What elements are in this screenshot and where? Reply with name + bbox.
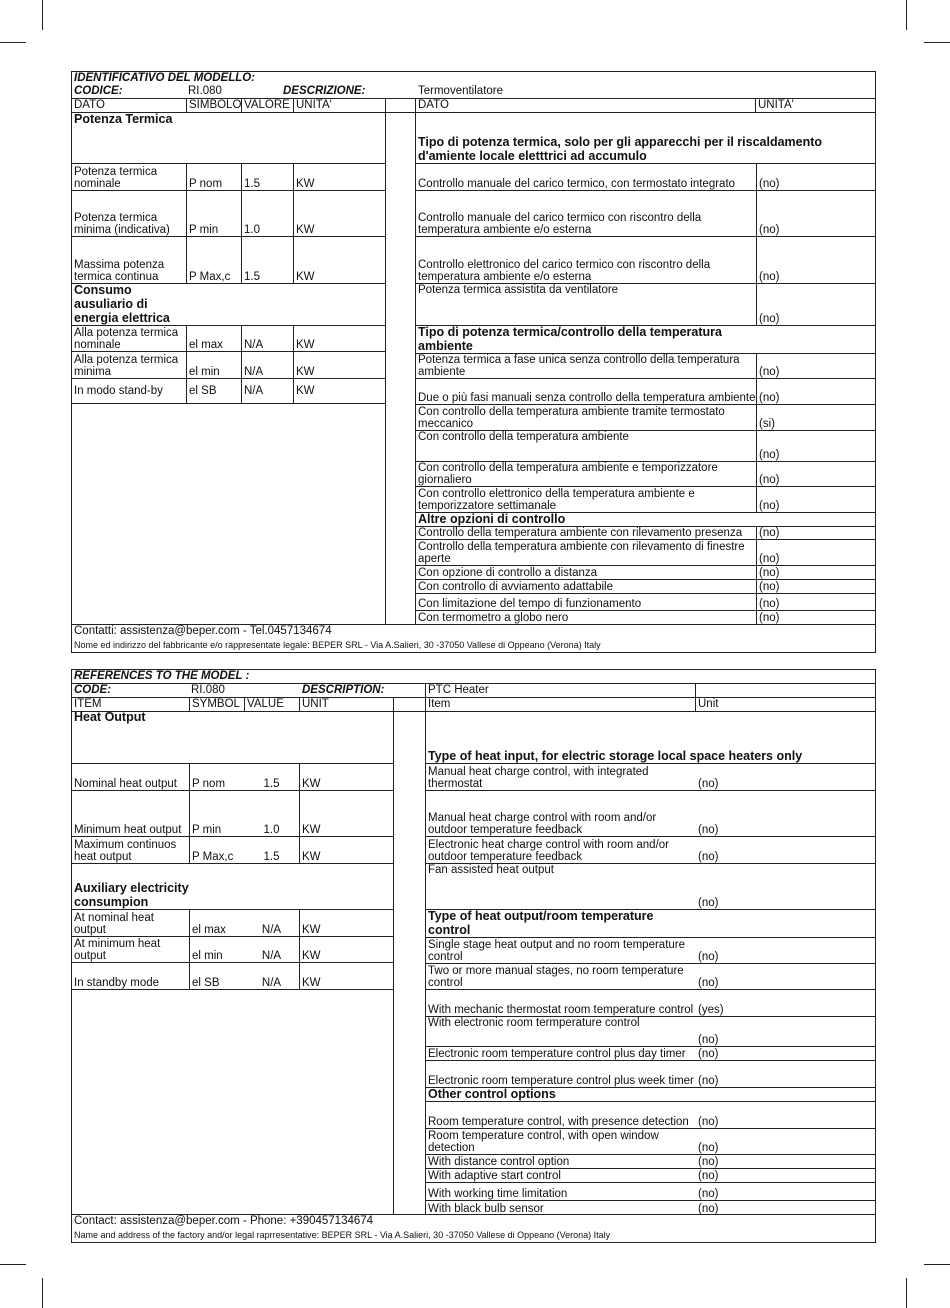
- row-symbol: el min: [189, 366, 220, 378]
- table-row: [416, 540, 875, 566]
- crop-mark: [924, 42, 950, 43]
- row-value: (no): [759, 178, 780, 190]
- row-item: Room temperature control, with presence detection: [428, 1116, 689, 1128]
- row-value: (no): [698, 1170, 719, 1182]
- row-value: (no): [759, 474, 780, 486]
- other-options-title: Other control options: [428, 1087, 556, 1101]
- row-value: N/A: [261, 924, 282, 936]
- right-table: [425, 710, 875, 1215]
- model-title-row: [72, 72, 875, 85]
- table-row: [72, 837, 393, 864]
- row-item: Controllo della temperatura ambiente con rilevamento presenza: [418, 527, 743, 539]
- contact-line: Contact: assistenza@beper.com - Phone: +390457134674: [74, 1215, 374, 1227]
- table-row: [426, 791, 875, 837]
- row-item: Potenza termica nominale: [74, 166, 158, 190]
- crop-mark: [42, 1278, 43, 1308]
- row-item: Alla potenza termica minima: [74, 354, 179, 378]
- row-value: (no): [759, 598, 780, 610]
- crop-mark: [42, 0, 43, 30]
- row-value: (no): [698, 951, 719, 963]
- table-row: [72, 164, 385, 191]
- row-item: Fan assisted heat output: [428, 864, 554, 876]
- row-item: Con limitazione del tempo di funzionamento: [418, 598, 642, 610]
- row-symbol: P Max,c: [192, 851, 234, 863]
- row-item: With distance control option: [428, 1156, 570, 1168]
- row-value: (no): [759, 527, 780, 539]
- heat-output-title: Heat Output: [74, 710, 146, 724]
- row-unit: KW: [296, 366, 315, 378]
- row-item: Con opzione di controllo a distanza: [418, 567, 598, 579]
- row-symbol: el SB: [192, 977, 220, 989]
- col-divider: [385, 99, 386, 112]
- row-value: (no): [698, 1116, 719, 1128]
- model-title-row: [72, 670, 875, 683]
- row-unit: KW: [302, 851, 321, 863]
- row-unit: KW: [296, 271, 315, 283]
- aux-section: [72, 864, 393, 910]
- row-value: (no): [759, 553, 780, 565]
- table-row: [416, 462, 875, 487]
- table-row: [416, 237, 875, 284]
- col-unit: UNIT: [299, 698, 329, 711]
- footer: [72, 1214, 875, 1242]
- row-item: Due o più fasi manuali senza controllo della temperatura ambiente: [418, 392, 756, 404]
- row-item: Manual heat charge control with room and/or outdoor temperature feedback: [428, 812, 657, 836]
- row-item: In standby mode: [74, 977, 160, 989]
- crop-mark: [906, 1278, 907, 1308]
- table-row: [416, 527, 875, 540]
- row-symbol: el max: [192, 924, 226, 936]
- col-unit: UNITA': [293, 99, 332, 112]
- table-row: [426, 1169, 875, 1183]
- table-row: [426, 1061, 875, 1088]
- table-row: [72, 237, 385, 284]
- table-row: [426, 864, 875, 910]
- row-item: At minimum heat output: [74, 938, 161, 962]
- room-temp-title: Tipo di potenza termica/controllo della temperatura ambiente: [418, 325, 722, 353]
- row-value: 1.5: [263, 851, 280, 863]
- heat-input-title: Tipo di potenza termica, solo per gli apparecchi per il riscaldamento d'amiente locale eletttrici ad accumulo: [418, 135, 823, 163]
- row-item: Alla potenza termica nominale: [74, 327, 179, 351]
- row-unit: KW: [302, 924, 321, 936]
- room-temp-section: [416, 326, 875, 354]
- table-row: [426, 1102, 875, 1129]
- table-row: [426, 938, 875, 964]
- row-value: (no): [759, 449, 780, 461]
- table-row: [416, 611, 875, 624]
- row-item: With mechanic thermostat room temperature control: [428, 1004, 694, 1016]
- col-value: VALUE: [244, 698, 284, 711]
- col-symbol: SIMBOLO: [186, 99, 241, 112]
- left-table: [72, 112, 386, 624]
- other-options-title: Altre opzioni di controllo: [418, 512, 566, 526]
- row-item: Controllo manuale del carico termico, con termostato integrato: [418, 178, 736, 190]
- row-item: Electronic room temperature control plus week timer: [428, 1075, 694, 1087]
- row-value: (no): [698, 1034, 719, 1046]
- row-value: N/A: [261, 950, 282, 962]
- row-item: Potenza termica a fase unica senza controllo della temperatura ambiente: [418, 354, 740, 378]
- code-label: CODICE:: [74, 85, 123, 97]
- row-value: (no): [759, 366, 780, 378]
- table-row: [72, 764, 393, 791]
- row-symbol: P nom: [192, 778, 226, 790]
- row-unit: KW: [296, 224, 315, 236]
- row-item: With black bulb sensor: [428, 1203, 544, 1215]
- row-value: N/A: [244, 385, 264, 397]
- table-row: [416, 405, 875, 431]
- table-row: [426, 1155, 875, 1169]
- table-row: [426, 1047, 875, 1061]
- col-divider: [695, 684, 696, 697]
- row-value: (no): [759, 224, 780, 236]
- row-symbol: el SB: [189, 385, 217, 397]
- aux-section: [72, 284, 385, 326]
- row-item: Controllo della temperatura ambiente con rilevamento di finestre aperte: [418, 541, 745, 565]
- table-row: [416, 431, 875, 462]
- model-title: IDENTIFICATIVO DEL MODELLO:: [74, 72, 256, 84]
- table-row: [72, 326, 385, 352]
- footer: [72, 624, 875, 652]
- table-row: [72, 963, 393, 990]
- row-symbol: P nom: [189, 178, 223, 190]
- contact-line: Contatti: assistenza@beper.com - Tel.0457134674: [74, 625, 332, 637]
- row-value: (no): [759, 500, 780, 512]
- row-value: 1.0: [244, 224, 260, 236]
- row-item: Con controllo della temperatura ambiente e temporizzatore giornaliero: [418, 462, 718, 486]
- table-row: [426, 1017, 875, 1047]
- table-row: [416, 566, 875, 580]
- table-row: [426, 1183, 875, 1201]
- row-symbol: P Max,c: [189, 271, 231, 283]
- heat-output-title: Potenza Termica: [74, 112, 173, 126]
- row-value: (no): [698, 824, 719, 836]
- row-item: Controllo elettronico del carico termico con riscontro della temperatura ambiente e/o esterna: [418, 259, 711, 283]
- row-symbol: P min: [189, 224, 219, 236]
- table-row: [416, 191, 875, 237]
- row-unit: KW: [296, 385, 315, 397]
- heat-input-section: [426, 710, 875, 764]
- row-unit: KW: [302, 824, 321, 836]
- aux-title: Consumo ausuliario di energia elettrica: [74, 283, 170, 325]
- right-col-unit: Unit: [695, 698, 718, 711]
- crop-mark: [0, 1264, 26, 1265]
- table-row: [426, 990, 875, 1017]
- row-value: (no): [759, 313, 780, 325]
- table-row: [72, 352, 385, 379]
- row-value: (no): [759, 392, 780, 404]
- heat-input-title: Type of heat input, for electric storage local space heaters only: [428, 749, 803, 763]
- table-row: [72, 910, 393, 937]
- row-value: (no): [698, 1188, 719, 1200]
- address-line: Nome ed indirizzo del fabbricante e/o rappresentate legale: BEPER SRL - Via A.Salieri, 30 -37050 Vallese di Oppeano (Verona) Italy: [74, 640, 601, 650]
- row-item: With adaptive start control: [428, 1170, 561, 1182]
- code-row: [72, 85, 875, 98]
- row-item: Con termometro a globo nero: [418, 612, 569, 624]
- row-value: (no): [759, 612, 780, 624]
- table-row: [416, 594, 875, 611]
- row-value: N/A: [261, 977, 282, 989]
- table-row: [416, 164, 875, 191]
- row-value: (no): [698, 1048, 719, 1060]
- address-line: Name and address of the factory and/or legal raprresentative: BEPER SRL - Via A.Salieri, 30 -37050 Vallese di Oppeano (Verona) Italy: [74, 1230, 611, 1240]
- row-item: Nominal heat output: [74, 778, 177, 790]
- table-row: [416, 580, 875, 594]
- left-table-continuation: [72, 990, 394, 1215]
- row-unit: KW: [302, 950, 321, 962]
- row-value: (no): [698, 1075, 719, 1087]
- row-item: Maximum continuos heat output: [74, 839, 177, 863]
- row-item: Electronic heat charge control with room and/or outdoor temperature feedback: [428, 839, 669, 863]
- row-symbol: el max: [189, 339, 223, 351]
- row-item: Electronic room temperature control plus day timer: [428, 1048, 686, 1060]
- row-item: With working time limitation: [428, 1188, 568, 1200]
- row-value: 1.5: [263, 778, 280, 790]
- code-row: [72, 683, 875, 697]
- heat-input-section: [416, 112, 875, 164]
- row-value: N/A: [244, 339, 264, 351]
- row-item: Con controllo di avviamento adattabile: [418, 581, 613, 593]
- table-row: [72, 191, 385, 237]
- row-item: Massima potenza termica continua: [74, 259, 165, 283]
- table-row: [416, 379, 875, 405]
- crop-mark: [906, 0, 907, 30]
- room-temp-title: Type of heat output/room temperature control: [428, 909, 654, 937]
- row-value: (no): [698, 851, 719, 863]
- right-table: [415, 112, 875, 624]
- row-value: (no): [759, 567, 780, 579]
- row-value: (no): [698, 977, 719, 989]
- row-item: Single stage heat output and no room temperature control: [428, 939, 686, 963]
- row-item: Con controllo della temperatura ambiente tramite termostato meccanico: [418, 406, 725, 430]
- row-item: Con controllo elettronico della temperatura ambiente e temporizzatore settimanale: [418, 488, 695, 512]
- table-row: [426, 1201, 875, 1215]
- row-value: (no): [698, 778, 719, 790]
- row-value: (no): [698, 1156, 719, 1168]
- row-value: 1.0: [263, 824, 280, 836]
- other-options-section: [416, 513, 875, 527]
- row-item: Two or more manual stages, no room temperature control: [428, 965, 684, 989]
- description-value: Termoventilatore: [418, 85, 504, 97]
- table-row: [426, 1129, 875, 1155]
- heat-output-section: [72, 710, 393, 764]
- right-col-item: Item: [425, 698, 450, 711]
- heat-output-section: [72, 112, 385, 164]
- description-value: PTC Heater: [425, 684, 489, 697]
- col-item: DATO: [74, 99, 105, 111]
- model-title: REFERENCES TO THE MODEL :: [74, 670, 250, 682]
- row-value: (no): [759, 271, 780, 283]
- row-item: Manual heat charge control, with integrated thermostat: [428, 766, 649, 790]
- row-unit: KW: [296, 339, 315, 351]
- row-value: 1.5: [244, 178, 260, 190]
- right-col-unit: UNITA': [755, 99, 794, 112]
- column-header-row: [72, 98, 875, 113]
- table-row: [416, 284, 875, 326]
- row-value: (si): [759, 418, 775, 430]
- code-label: CODE:: [74, 684, 112, 696]
- left-table: [72, 710, 394, 990]
- table-row: [72, 937, 393, 963]
- table-row: [426, 837, 875, 864]
- col-item: ITEM: [74, 698, 102, 710]
- row-symbol: el min: [192, 950, 223, 962]
- italian-datasheet: [71, 71, 876, 653]
- row-item: Minimum heat output: [74, 824, 182, 836]
- row-item: Con controllo della temperatura ambiente: [418, 431, 629, 443]
- code-value: RI.080: [191, 684, 225, 696]
- col-value: VALORE: [241, 99, 290, 112]
- room-temp-section: [426, 910, 875, 938]
- row-item: With electronic room termperature control: [428, 1017, 640, 1029]
- other-options-section: [426, 1088, 875, 1102]
- row-value: 1.5: [244, 271, 260, 283]
- table-row: [426, 764, 875, 791]
- row-item: At nominal heat output: [74, 912, 154, 936]
- code-value: RI.080: [188, 85, 222, 97]
- description-label: DESCRIZIONE:: [283, 85, 366, 97]
- row-unit: KW: [302, 977, 321, 989]
- crop-mark: [0, 42, 26, 43]
- table-row: [416, 487, 875, 513]
- aux-title: Auxiliary electricity consumpion: [74, 881, 189, 909]
- english-datasheet: [71, 669, 876, 1243]
- table-row: [72, 791, 393, 837]
- crop-mark: [924, 1264, 950, 1265]
- right-col-item: DATO: [415, 99, 449, 112]
- row-value: (yes): [698, 1004, 724, 1016]
- row-item: Room temperature control, with open window detection: [428, 1130, 659, 1154]
- table-row: [416, 354, 875, 379]
- row-item: In modo stand-by: [74, 385, 163, 397]
- col-symbol: SYMBOL: [189, 698, 240, 711]
- row-value: (no): [698, 897, 719, 909]
- row-value: N/A: [244, 366, 264, 378]
- row-item: Potenza termica minima (indicativa): [74, 212, 170, 236]
- row-value: (no): [698, 1142, 719, 1154]
- table-row: [426, 964, 875, 990]
- row-symbol: P min: [192, 824, 222, 836]
- row-unit: KW: [302, 778, 321, 790]
- row-value: (no): [698, 1203, 719, 1215]
- table-row: [72, 379, 385, 404]
- description-label: DESCRIPTION:: [302, 684, 385, 696]
- row-item: Controllo manuale del carico termico con riscontro della temperatura ambiente e/o esterna: [418, 212, 702, 236]
- row-unit: KW: [296, 178, 315, 190]
- row-item: Potenza termica assistita da ventilatore: [418, 284, 619, 296]
- row-value: (no): [759, 581, 780, 593]
